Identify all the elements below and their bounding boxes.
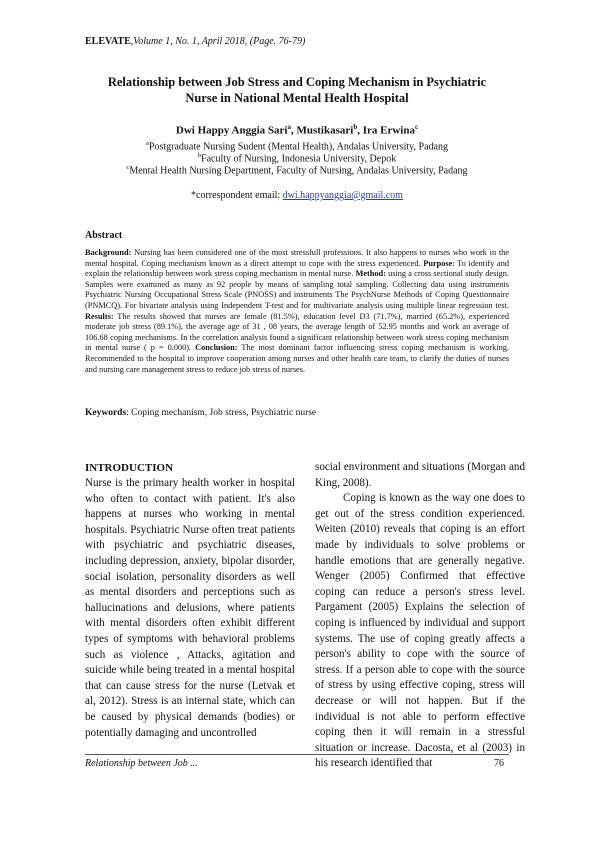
- left-column-text: Nurse is the primary health worker in hospital who often to contact with patient. It's also happens at nurses who working in mental hospitals. Psychiatric Nurse often treat patients with psychiatric and psychiatric diseases, including depression, anxiety, bipolar disorder, social isolation, personality disorders as well as mental disorders and perceptions such as hallucinations and delusions, where patients with mental disorders often exhibit different types of symptoms with behavioral problems such as violence , Attacks, agitation and suicide while being treated in a mental hospital that can cause stress for the nurse (Letvak et al, 2012). Stress is an internal state, which can be caused by physical demands (bodies) or potentially damaging and uncontrolled: [85, 477, 295, 739]
- author-3-sup: c: [414, 123, 419, 131]
- journal-header: [85, 36, 305, 47]
- correspondent-email-link[interactable]: dwi.happyanggia@gmail.com: [282, 190, 403, 201]
- right-column: [315, 460, 525, 772]
- abstract-heading: Abstract: [85, 230, 123, 241]
- affiliation-a-sup: a: [146, 140, 149, 147]
- affiliation-c-sup: c: [126, 164, 130, 171]
- conclusion-label: Conclusion:: [195, 343, 238, 353]
- results-label: Results:: [85, 311, 114, 321]
- author-1: Dwi Happy Anggia Sari: [175, 124, 288, 137]
- affiliation-b-sup: b: [197, 152, 202, 159]
- method-label: Method:: [355, 269, 386, 279]
- purpose-text: : To identify and explain the relationship between work stress coping mechanism in mental nurse.: [85, 258, 510, 279]
- results-text: The results showed that nurses are female (81.5%), education level D3 (71.7%), married (65.2%), experienced moderate job stress (89.1%), the average age of 31 , 08 years, the average length of 52.95 months and work an average of 106.68 coping mechanisms. In the correlation analysis found a significant relationship between work stress coping mechanism in mental nurse ( p = 0.000).: [85, 311, 509, 353]
- author-2: , Mustikasari: [290, 124, 354, 137]
- author-list: [80, 123, 514, 137]
- affiliation-a: [80, 140, 514, 152]
- title-line-2: Nurse in National Mental Health Hospital: [185, 91, 409, 105]
- affiliation-c-text: Mental Health Nursing Department, Faculty of Nursing, Andalas University, Padang: [129, 165, 468, 177]
- affiliation-a-text: Postgraduate Nursing Sudent (Mental Health), Andalas University, Padang: [148, 141, 448, 153]
- title-line-1: Relationship between Job Stress and Coping Mechanism in Psychiatric: [107, 75, 487, 89]
- correspondent-label: *correspondent email:: [191, 190, 283, 201]
- journal-name: ELEVATE: [85, 36, 131, 47]
- conclusion-text: The most dominant factor influencing stress coping mechanism is working. Recommended to the hospital to improve cooperation among nurses and other health care team, to clarify the duties of nurses and nursing care management stress to reduce job stress of nurses.: [85, 343, 510, 374]
- background-text: Nursing has been considered one of the most stressfull professions. It also happens to nurses who work in the mental hospital. Coping mechanism known as a direct attempt to cope with the stress experienced.: [85, 248, 509, 268]
- footer-divider: [85, 754, 509, 755]
- keywords-text: : Coping mechanism, Job stress, Psychiatric nurse: [126, 408, 317, 418]
- abstract-body: [85, 248, 509, 375]
- journal-issue: ,Volume 1, No. 1, April 2018, (Page. 76-79): [130, 36, 306, 47]
- method-text: using a cross sectional study design. Samples were examined as many as 92 people by means of sampling total sampling. Collecting data using instruments Psychiatric Nursing Occupational Stress Scale (PNOSS) and instruments The PsychNurse Methods of Coping Questionnaire (PNMCQ). For bivariate analysis using Independent T-test and for multivariate analysis using multiple linear regression test.: [85, 269, 510, 310]
- author-1-sup: a: [287, 123, 291, 131]
- correspondent-line: [80, 190, 514, 201]
- paper-title: [80, 74, 514, 106]
- right-column-paragraph-1: social environment and situations (Morgan and King, 2008).: [315, 461, 525, 489]
- purpose-label: Purpose: [423, 258, 453, 268]
- affiliation-b: [80, 152, 514, 164]
- author-2-sup: b: [353, 123, 358, 131]
- affiliation-b-text: Faculty of Nursing, Indonesia University, Depok: [201, 153, 397, 165]
- keywords-label: Keywords: [85, 408, 127, 418]
- footer-running-title: Relationship between Job ...: [85, 758, 198, 769]
- affiliation-c: [80, 164, 514, 176]
- right-column-paragraph-2: Coping is known as the way one does to get out of the stress condition experienced. Weiten (2010) reveals that coping is an effort made by individuals to solve problems or handle emotions that are generally negative. Wenger (2005) Confirmed that effective coping can reduce a person's stress level. Pargament (2005) Explains the selection of coping is influenced by individual and support systems. The use of coping greatly affects a person's ability to cope with the source of stress. If a person able to cope with the source of stress by using effective coping, stress will decrease or will not happen. But if the individual is not able to perform effective coping then it will remain in a stressful situation or increase. Dacosta, et al (2003) in his research identified that: [315, 492, 525, 770]
- author-3: , Ira Erwina: [357, 124, 415, 137]
- keywords-line: [85, 408, 316, 418]
- background-label: Background:: [85, 248, 132, 257]
- footer-page-number: 76: [494, 758, 504, 769]
- introduction-heading: INTRODUCTION: [85, 462, 174, 474]
